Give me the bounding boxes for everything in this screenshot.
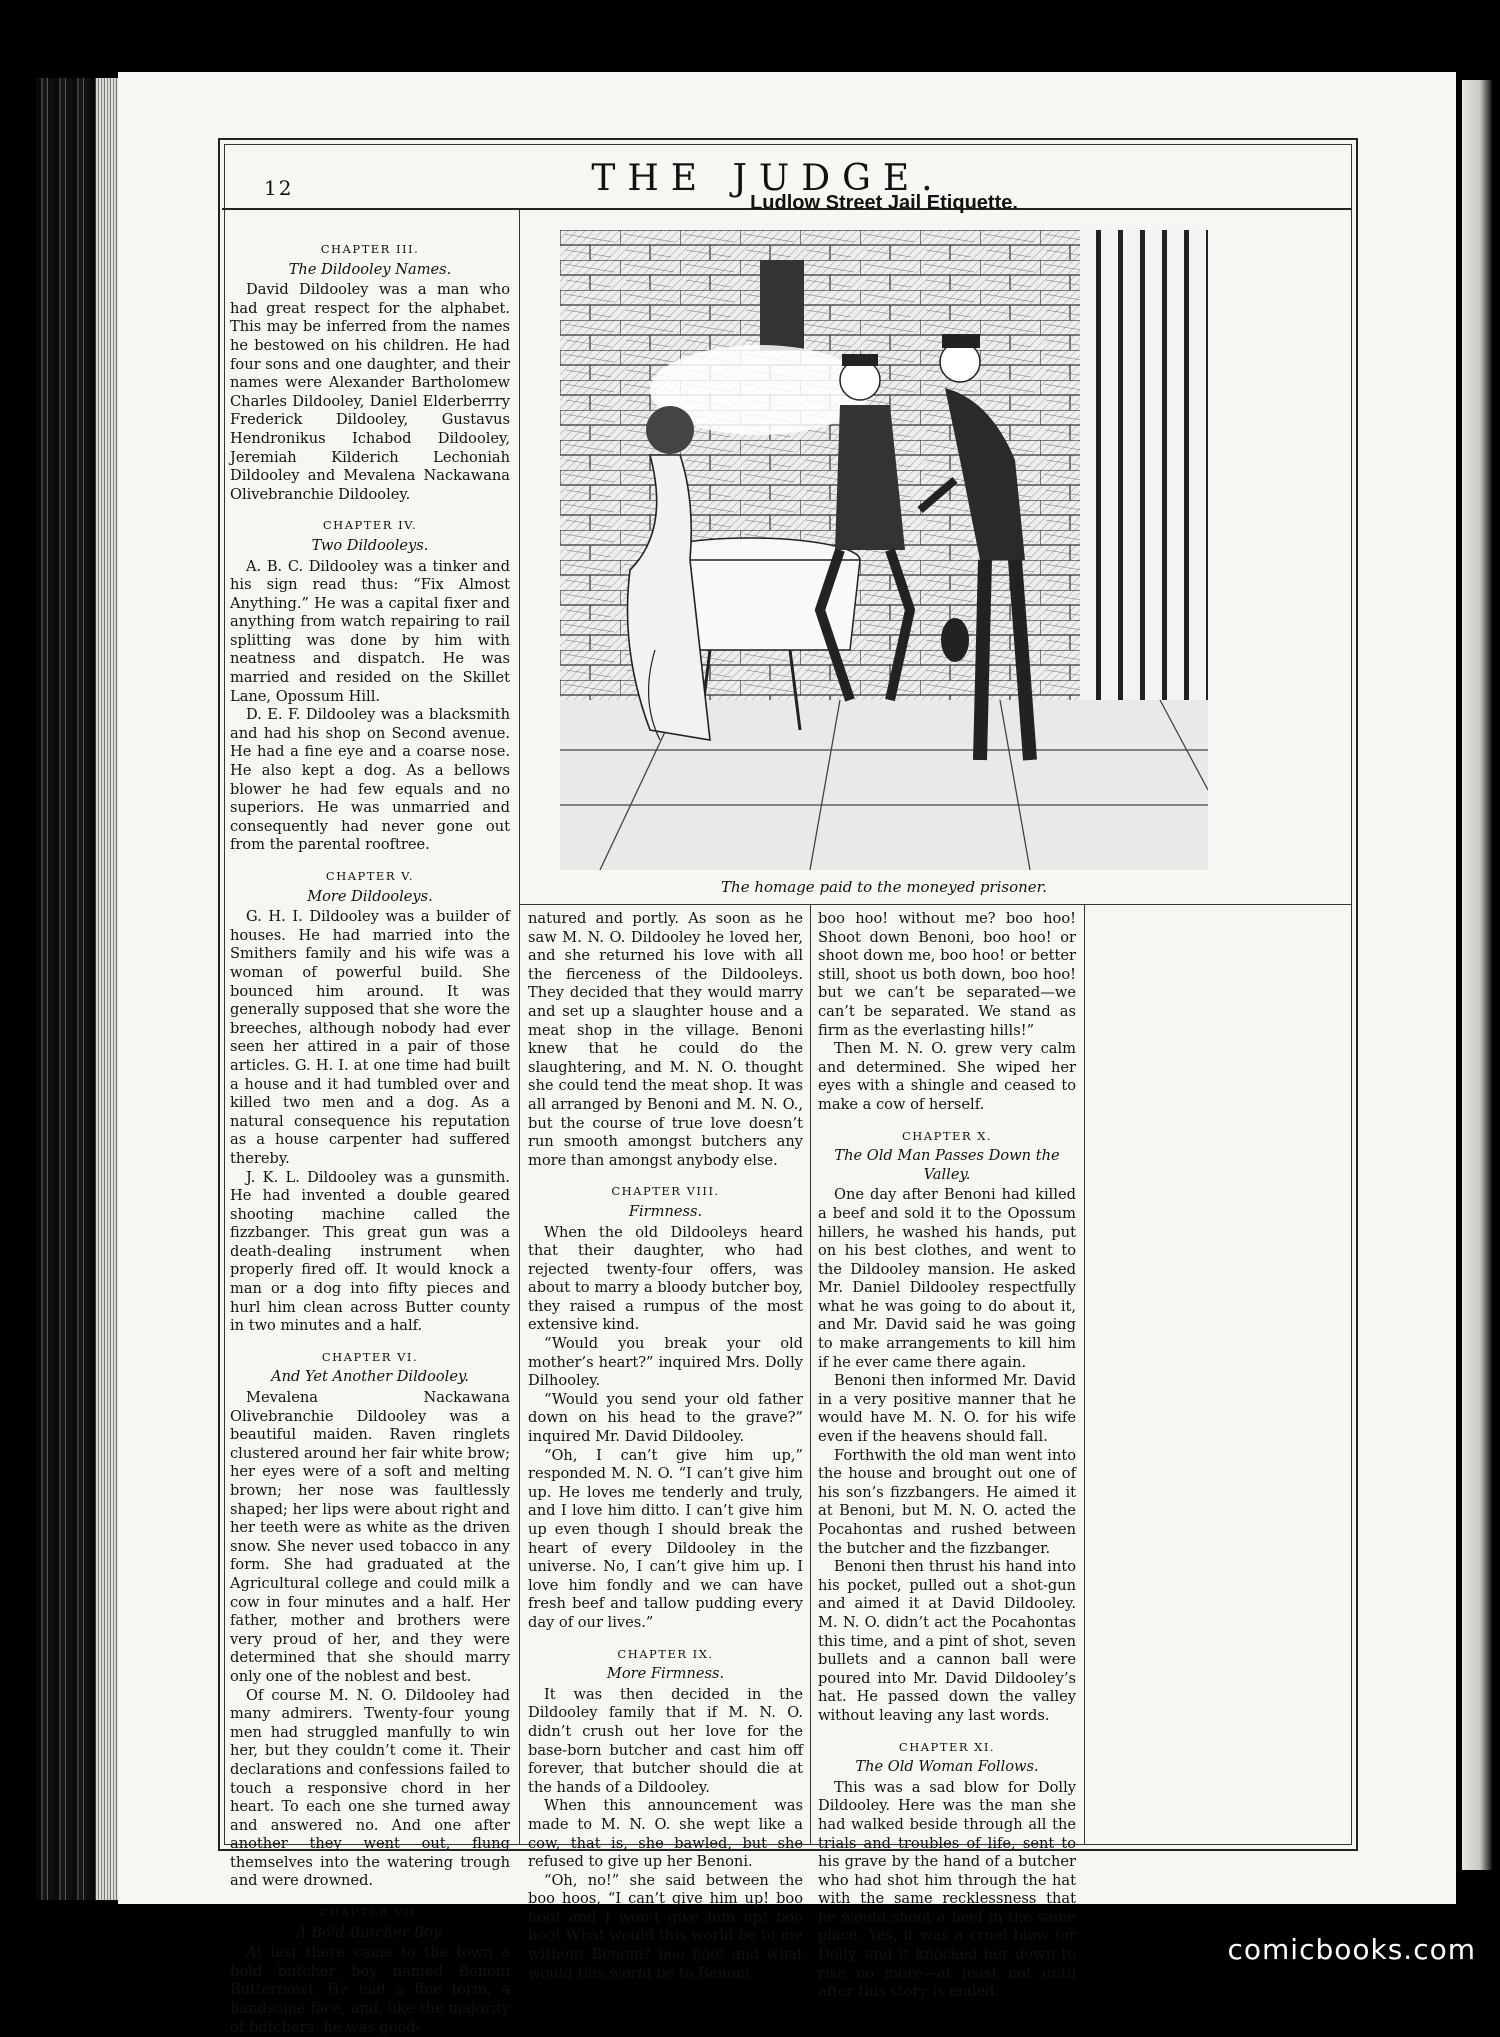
column-rule-3 bbox=[1084, 905, 1085, 1845]
illustration-caption: The homage paid to the moneyed prisoner. bbox=[721, 878, 1047, 896]
paragraph: At last there came to the town a bold butcher boy named Benoni Butterbowl. He had a fine form, a handsome face, and, like the majority of butchers, he was good- bbox=[230, 1944, 510, 2036]
chapter-heading: CHAPTER V. bbox=[325, 869, 415, 883]
paragraph: This was a sad blow for Dolly Dildooley. Here was the man she had walked beside through all the trials and troubles of life, sent to his grave by the hand of a butcher who had shot him through the hat with the same recklessness that he would shoot a beef in the same place. Yes, it was a cruel blow for Dolly, and it knocked her down to rise no more—at least not until after this story is ended. bbox=[818, 1778, 1076, 2001]
paragraph: Then M. N. O. grew very calm and determined. She wiped her eyes with a shingle and ceased to make a cow of herself. bbox=[818, 1040, 1076, 1113]
chapter-heading: CHAPTER IX. bbox=[617, 1646, 714, 1661]
paragraph: One day after Benoni had killed a beef and sold it to the Opossum hillers, he washed his hands, put on his best clothes, and went to the Dildooley mansion. He asked Mr. Daniel Dildooley respectfully what he was going to do about it, and Mr. David said he was going to make arrangements to kill him if he ever came there again. bbox=[818, 1186, 1076, 1371]
site-watermark: comicbooks.com bbox=[1227, 1933, 1476, 1966]
paragraph: Forthwith the old man went into the house and brought out one of his son’s fizzbangers. He aimed it at Benoni, but M. N. O. acted the Pocahontas and rushed between the butcher and the fizzbanger. bbox=[818, 1446, 1076, 1557]
paragraph: “Would you send your old father down on his head to the grave?” inquired Mr. David Dildooley. bbox=[528, 1390, 803, 1446]
paragraph: D. E. F. Dildooley was a blacksmith and had his shop on Second avenue. He had a fine eye and a coarse nose. He also kept a dog. As a bellows blower he had few equals and no superiors. He was unmarried and consequently had never gone out from the parental rooftree. bbox=[230, 706, 510, 854]
chapter-heading: CHAPTER VI. bbox=[321, 1349, 419, 1364]
paragraph: Benoni then informed Mr. David in a very positive manner that he would have M. N. O. for his wife even if the heavens should fall. bbox=[818, 1372, 1076, 1446]
chapter-title: More Dildooleys. bbox=[307, 887, 433, 905]
chapter-title: More Firmness. bbox=[606, 1665, 725, 1683]
page-number: 12 bbox=[264, 176, 294, 200]
paragraph: “Would you break your old mother’s heart?” inquired Mrs. Dolly Dilhooley. bbox=[528, 1335, 803, 1390]
chapter-heading: CHAPTER X. bbox=[901, 1128, 993, 1143]
paragraph: natured and portly. As soon as he saw M. N. O. Dildooley he loved her, and she returned his love with all the fierceness of the Dildooleys. They decided that they would marry and set up a slaughter house and a meat shop in the village. Benoni knew that he could do the slaughtering, and M. N. O. thought she could tend the meat shop. It was all arranged by Benoni and M. N. O., but the course of true love doesn’t run smooth amongst butchers any more than amongst anybody else. bbox=[528, 910, 803, 1169]
masthead-title: THE JUDGE. bbox=[591, 158, 945, 199]
text-column-1 bbox=[230, 228, 510, 2037]
illustration-rule bbox=[520, 904, 1352, 905]
column-rule-1 bbox=[519, 210, 520, 1845]
text-column-3 bbox=[818, 910, 1076, 2002]
text-column-2 bbox=[528, 910, 803, 1983]
chapter-heading: CHAPTER XI. bbox=[898, 1739, 996, 1754]
column-rule-2 bbox=[810, 905, 811, 1845]
paragraph: When the old Dildooleys heard that their daughter, who had rejected twenty-four offers, was about to marry a bloody butcher boy, they raised a rumpus of the most extensive kind. bbox=[528, 1223, 803, 1334]
paragraph: Mevalena Nackawana Olivebranchie Dildooley was a beautiful maiden. Raven ringlets clustered around her fair white brow; her eyes were of a soft and melting brown; her nose was faultlessly shaped; her lips were about right and her teeth were as white as the driven snow. She never used tobacco in any form. She had graduated at the Agricultural college and could milk a cow in four minutes and a half. Her father, mother and brothers were very proud of her, and they were determined that she should marry only one of the noblest and best. bbox=[230, 1389, 510, 1685]
chapter-title: A Bold Butcher Boy. bbox=[296, 1923, 444, 1941]
chapter-heading: CHAPTER IV. bbox=[322, 518, 418, 533]
illustration-title: Ludlow Street Jail Etiquette. bbox=[750, 192, 1018, 214]
chapter-title: The Old Man Passes Down the Valley. bbox=[834, 1147, 1060, 1183]
chapter-title: The Old Woman Follows. bbox=[855, 1758, 1039, 1776]
chapter-heading: CHAPTER III. bbox=[320, 242, 420, 256]
paragraph: It was then decided in the Dildooley family that if M. N. O. didn’t crush out her love for the base-born butcher and cast him off forever, that butcher should die at the hands of a Dildooley. bbox=[528, 1685, 803, 1796]
chapter-heading: CHAPTER VIII. bbox=[611, 1184, 720, 1199]
chapter-title: Two Dildooleys. bbox=[311, 536, 429, 554]
paragraph: Of course M. N. O. Dildooley had many admirers. Twenty-four young men had struggled manfully to win her, but they couldn’t come it. Their declarations and confessions failed to touch a responsive chord in her heart. To each one she turned away and answered no. And one after another they went out, flung themselves into the watering trough and were drowned. bbox=[230, 1686, 510, 1890]
jail-etiquette-illustration bbox=[560, 230, 1208, 870]
paragraph: J. K. L. Dildooley was a gunsmith. He had invented a double geared shooting machine called the fizzbanger. This great gun was a death-dealing instrument when properly fired off. It would knock a man or a dog into fifty pieces and hurl him clean across Butter county in two minutes and a half. bbox=[230, 1168, 510, 1335]
chapter-heading: CHAPTER VII. bbox=[318, 1905, 422, 1920]
chapter-title: The Dildooley Names. bbox=[288, 260, 452, 278]
paragraph: Benoni then thrust his hand into his pocket, pulled out a shot-gun and aimed it at David Dildooley. M. N. O. didn’t act the Pocahontas this time, and a pint of shot, seven bullets and a cannon ball were poured into Mr. David Dildooley’s hat. He passed down the valley without leaving any last words. bbox=[818, 1558, 1076, 1724]
paragraph: “Oh, no!” she said between the boo hoos, “I can’t give him up! boo hoo! and I won’t give him up! boo hoo! What would this world be to me without Benoni? boo hoo! and what would this world be to Benoni, bbox=[528, 1871, 803, 1982]
chapter-title: And Yet Another Dildooley. bbox=[271, 1368, 469, 1386]
paragraph: David Dildooley was a man who had great respect for the alphabet. This may be inferred from the names he bestowed on his children. He had four sons and one daughter, and their names were Alexander Bartholomew Charles Dildooley, Daniel Elderberrry Frederick Dildooley, Gustavus Hendronikus Ichabod Dildooley, Jeremiah Kilderich Lechoniah Dildooley and Mevalena Nackawana Olivebranchie Dildooley. bbox=[230, 281, 510, 503]
book-binding bbox=[36, 78, 120, 1900]
paragraph: “Oh, I can’t give him up,” responded M. N. O. “I can’t give him up. He loves me tenderly and truly, and I love him ditto. I can’t give him up even though I should break the heart of every Dildooley in the universe. No, I can’t give him up. I love him fondly and we can have fresh beef and tallow pudding every day of our lives.” bbox=[528, 1446, 803, 1631]
next-page-edge bbox=[1462, 80, 1492, 1870]
paragraph: G. H. I. Dildooley was a builder of houses. He had married into the Smithers family and his wife was a woman of powerful build. She bounced him around. It was generally supposed that she wore the breeches, although nobody had ever seen her attired in a pair of those articles. G. H. I. at one time had built a house and it had tumbled over and killed two men and a dog. As a natural consequence his reputation as a house carpenter had suffered thereby. bbox=[230, 908, 510, 1167]
paragraph: When this announcement was made to M. N. O. she wept like a cow, that is, she bawled, but she refused to give up her Benoni. bbox=[528, 1797, 803, 1871]
paragraph: A. B. C. Dildooley was a tinker and his sign read thus: “Fix Almost Anything.” He was a capital fixer and anything from watch repairing to rail splitting was done by him with neatness and dispatch. He was married and resided on the Skillet Lane, Opossum Hill. bbox=[230, 557, 510, 705]
chapter-title: Firmness. bbox=[628, 1202, 703, 1220]
paragraph: boo hoo! without me? boo hoo! Shoot down Benoni, boo hoo! or shoot down me, boo hoo! or better still, shoot us both down, boo hoo! but we can’t be separated—we can’t be separated. We stand as firm as the everlasting hills!” bbox=[818, 910, 1076, 1039]
